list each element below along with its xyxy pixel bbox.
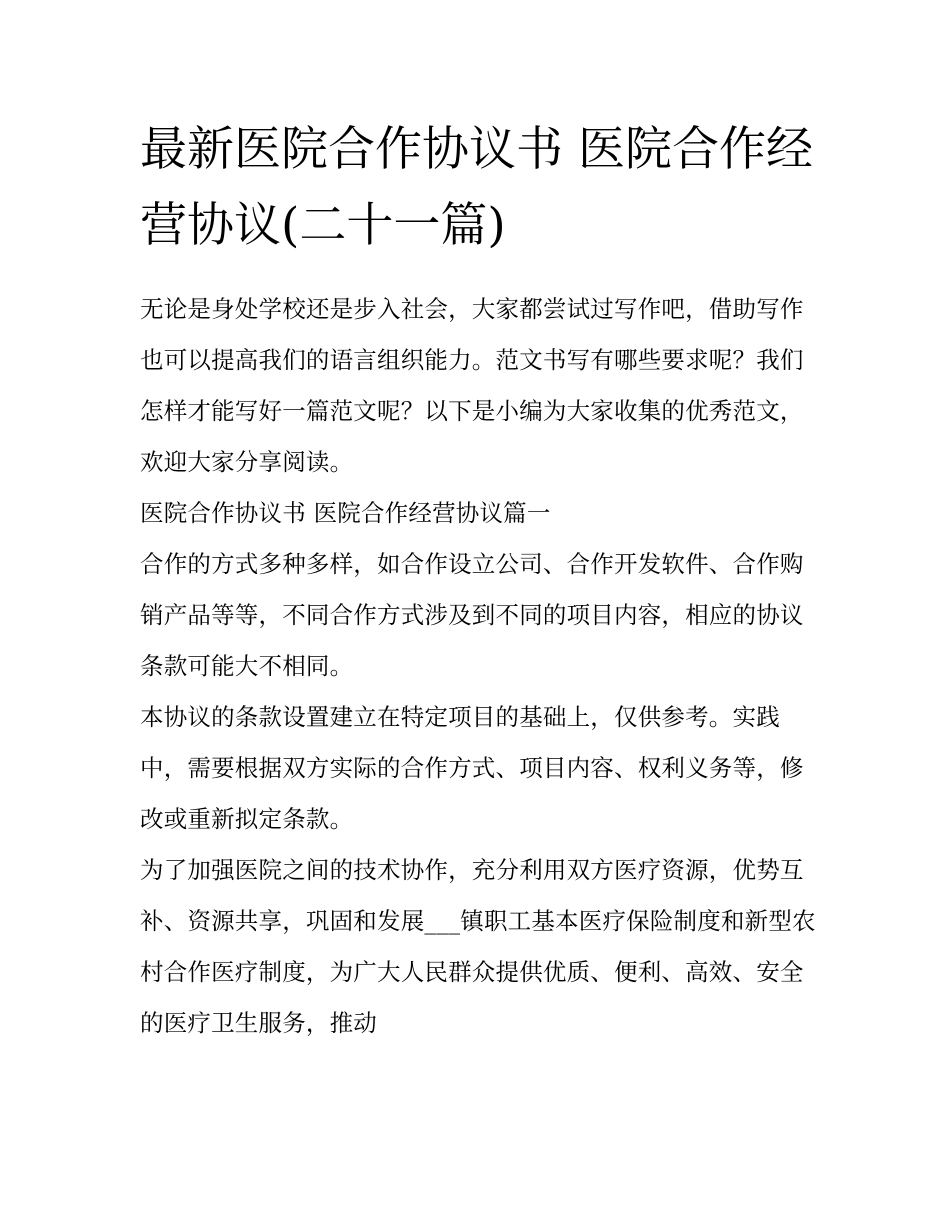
- intro-paragraph: 无论是身处学校还是步入社会，大家都尝试过写作吧，借助写作也可以提高我们的语言组织能力。范文书写有哪些要求呢？我们怎样才能写好一篇范文呢？以下是小编为大家收集的优秀范文，欢迎大家分享阅读。: [140, 295, 804, 476]
- body-paragraph: 合作的方式多种多样，如合作设立公司、合作开发软件、合作购销产品等等，不同合作方式涉及到不同的项目内容，相应的协议条款可能大不相同。: [140, 550, 804, 680]
- document-body: [140, 284, 820, 1049]
- section-heading: 医院合作协议书 医院合作经营协议篇一: [140, 499, 551, 527]
- document-content: [140, 112, 820, 1049]
- document-title: 最新医院合作协议书 医院合作经营协议(二十一篇): [140, 122, 813, 253]
- body-paragraph: 为了加强医院之间的技术协作，充分利用双方医疗资源，优势互补、资源共享，巩固和发展___镇职工基本医疗保险制度和新型农村合作医疗制度，为广大人民群众提供优质、便利、高效、安全的医疗卫生服务，推动: [140, 856, 816, 1037]
- body-paragraph: 本协议的条款设置建立在特定项目的基础上，仅供参考。实践中，需要根据双方实际的合作方式、项目内容、权利义务等，修改或重新拟定条款。: [140, 703, 804, 833]
